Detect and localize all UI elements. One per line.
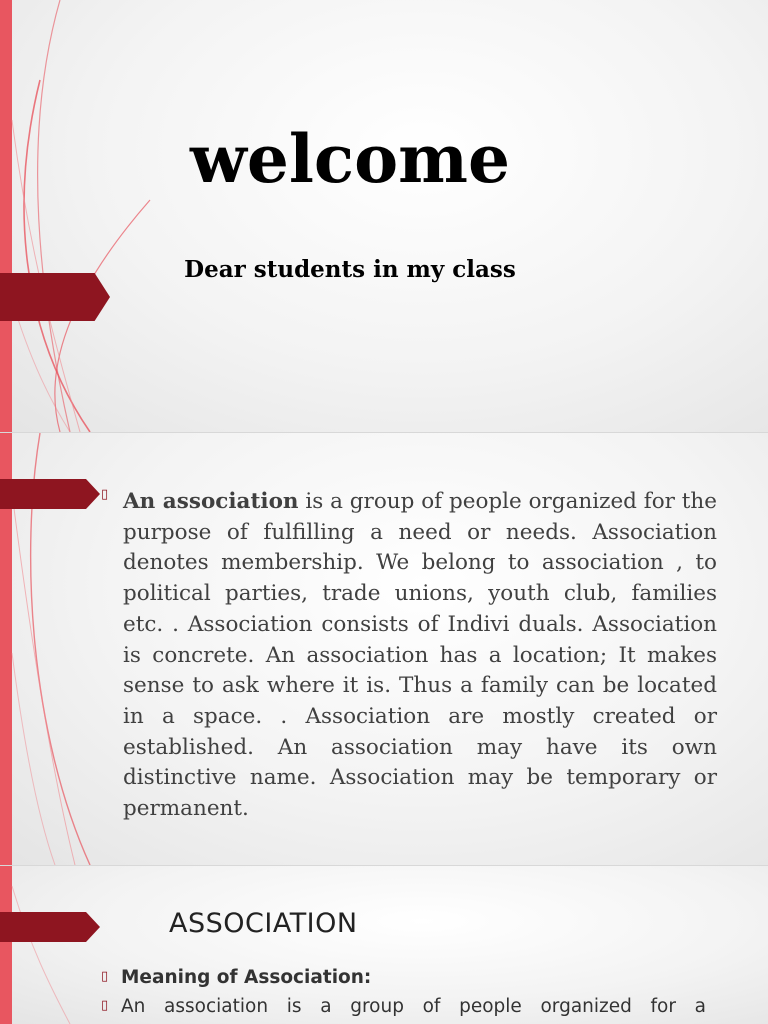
slide-1 bbox=[0, 0, 768, 432]
bullet-definition: An association is a group of people organized for a bbox=[121, 996, 706, 1017]
slide-subtitle: Dear students in my class bbox=[184, 256, 516, 283]
hollow-square-bullet-icon: ▯ bbox=[101, 998, 109, 1013]
decorative-curves bbox=[0, 866, 140, 1024]
title-tab-marker bbox=[0, 912, 100, 942]
decorative-curves bbox=[0, 0, 160, 432]
hollow-square-bullet-icon: ▯ bbox=[101, 969, 109, 984]
bullet-meaning: Meaning of Association: bbox=[121, 967, 372, 988]
hollow-square-bullet-icon: ▯ bbox=[101, 487, 109, 502]
association-paragraph bbox=[123, 487, 717, 825]
lead-bold-term: An association bbox=[123, 489, 299, 514]
section-title: ASSOCIATION bbox=[169, 908, 358, 939]
slide-title: welcome bbox=[190, 120, 510, 198]
bullet-tab-marker bbox=[0, 479, 100, 509]
paragraph-text: is a group of people organized for the purpose of fulfilling a need or needs. Association denotes membership. We belong to association , to political parties, trade unions, youth club, families etc. . Association consists of Indivi duals. Association is concrete. An association has a location; It makes sense to ask where it is. Thus a family can be located in a space. . Association are mostly created or established. An association may have its own distinctive name. Association may be temporary or permanent. bbox=[123, 489, 717, 822]
